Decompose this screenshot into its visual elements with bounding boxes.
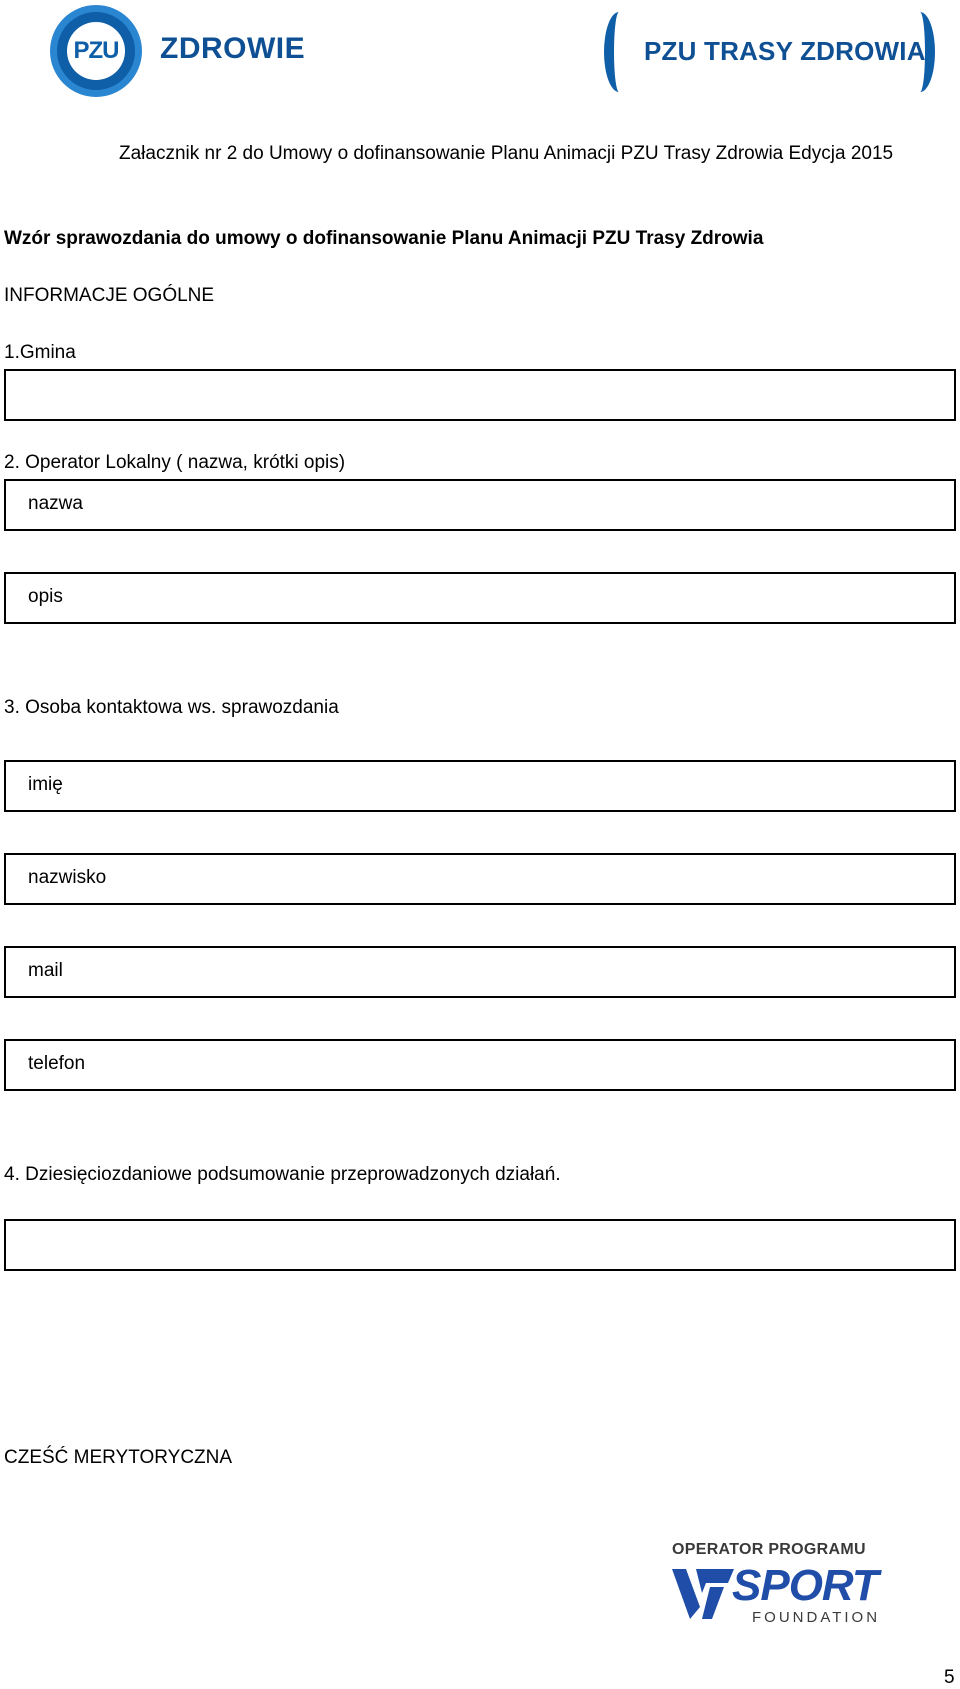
- contact-email-label: mail: [28, 960, 63, 981]
- trasy-logo-right-arc-icon: [905, 12, 935, 92]
- document-title: Wzór sprawozdania do umowy o dofinansowanie Planu Animacji PZU Trasy Zdrowia: [4, 228, 764, 249]
- contact-first-name-field[interactable]: [4, 760, 956, 812]
- contact-last-name-field[interactable]: [4, 853, 956, 905]
- contact-first-name-label: imię: [28, 774, 63, 795]
- pzu-logo-icon: [50, 5, 142, 97]
- operator-description-label: opis: [28, 586, 63, 607]
- summary-heading: 4. Dziesięciozdaniowe podsumowanie przeprowadzonych działań.: [4, 1164, 561, 1185]
- contact-phone-field[interactable]: [4, 1039, 956, 1091]
- annex-line: Załacznik nr 2 do Umowy o dofinansowanie Planu Animacji PZU Trasy Zdrowia Edycja 2015: [119, 143, 894, 164]
- contact-email-field[interactable]: [4, 946, 956, 998]
- page-number: 5: [944, 1667, 955, 1688]
- contact-heading: 3. Osoba kontaktowa ws. sprawozdania: [4, 697, 339, 718]
- summary-field[interactable]: [4, 1219, 956, 1271]
- operator-heading: 2. Operator Lokalny ( nazwa, krótki opis): [4, 452, 346, 473]
- operator-caption: OPERATOR PROGRAMU: [672, 1541, 866, 1558]
- merit-section-heading: CZEŚĆ MERYTORYCZNA: [4, 1447, 233, 1468]
- operator-description-field[interactable]: [4, 572, 956, 624]
- pzu-trasy-zdrowia-wordmark: PZU TRASY ZDROWIA: [644, 36, 926, 66]
- contact-last-name-label: nazwisko: [28, 867, 107, 888]
- foundation-wordmark: FOUNDATION: [752, 1609, 881, 1626]
- operator-name-field[interactable]: [4, 479, 956, 531]
- pzu-monogram: PZU: [67, 22, 125, 80]
- gmina-field[interactable]: [4, 369, 956, 421]
- gmina-heading: 1.Gmina: [4, 342, 76, 363]
- trasy-logo-left-arc-icon: [604, 12, 634, 92]
- v4-sport-logo-icon: [672, 1565, 734, 1623]
- contact-phone-label: telefon: [28, 1053, 86, 1074]
- sport-wordmark: SPORT: [732, 1561, 878, 1610]
- pzu-zdrowie-wordmark: ZDROWIE: [160, 32, 306, 65]
- general-section-heading: INFORMACJE OGÓLNE: [4, 285, 215, 306]
- operator-name-label: nazwa: [28, 493, 83, 514]
